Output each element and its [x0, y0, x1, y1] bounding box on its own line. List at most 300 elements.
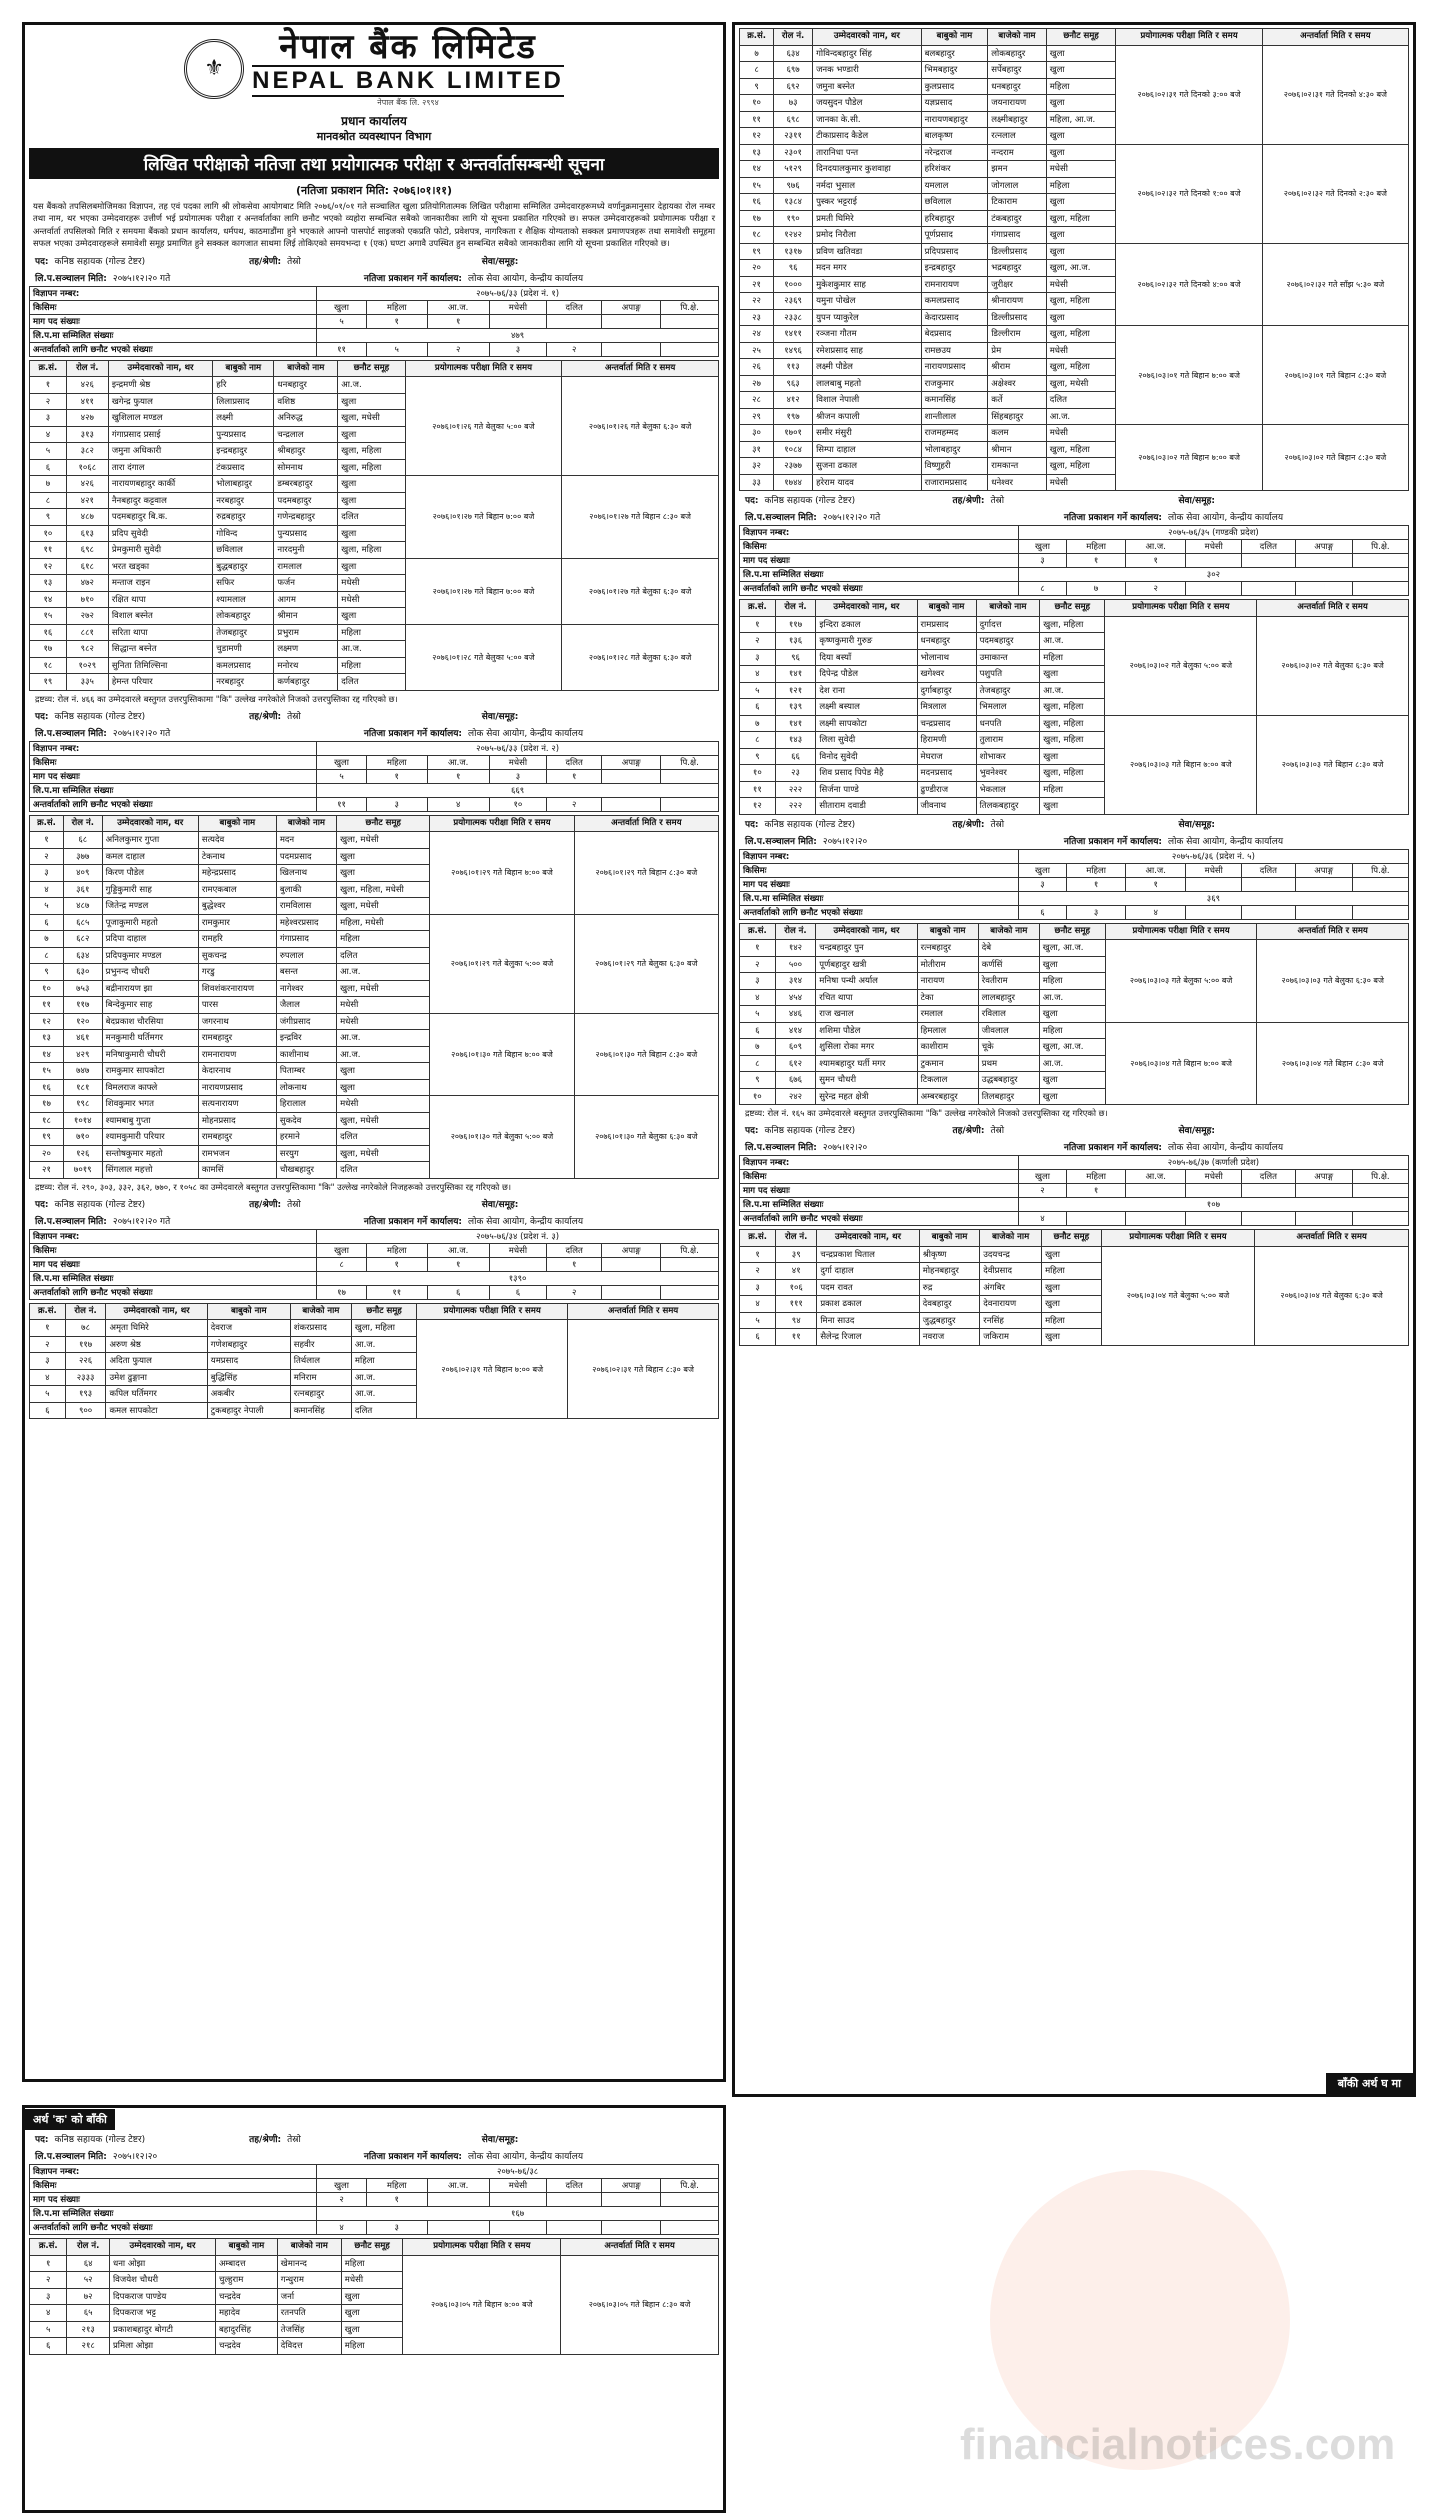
serial-cell: १२: [30, 1013, 64, 1030]
grandfather-cell: रामलाल: [274, 558, 338, 575]
grandfather-cell: देवीप्रसाद: [980, 1263, 1042, 1280]
table-row: [740, 45, 1409, 62]
candidate-table: [739, 1229, 1409, 1346]
father-cell: गरडु: [198, 964, 276, 981]
group-cell: आ.ज.: [1046, 408, 1116, 425]
selected-cell: २: [547, 1285, 602, 1299]
selected-row: [30, 1285, 719, 1299]
name-cell: समीर मंसुरी: [813, 425, 922, 442]
column-header: क्र.सं.: [740, 600, 776, 617]
roll-cell: ४२६: [66, 476, 108, 493]
group-cell: खुला, मधेसी: [337, 1145, 430, 1162]
roll-cell: ८८१: [66, 624, 108, 641]
serial-cell: ५: [30, 2321, 67, 2338]
name-cell: चन्द्रबहादुर पुन: [816, 940, 917, 957]
serial-cell: १९: [30, 674, 67, 691]
group-cell: आ.ज.: [338, 641, 405, 658]
group-cell: महिला: [1042, 1263, 1102, 1280]
roll-cell: ९८२: [66, 641, 108, 658]
grandfather-cell: कलम: [988, 425, 1046, 442]
appeared-row: [740, 891, 1409, 905]
name-cell: पूर्णबहादुर खत्री: [816, 956, 917, 973]
name-cell: धना ओझा: [109, 2255, 215, 2272]
grandfather-cell: देबे: [978, 940, 1039, 957]
group-cell: खुला: [1046, 243, 1116, 260]
serial-cell: ५: [30, 1386, 66, 1403]
father-cell: चुडामणी: [213, 641, 274, 658]
table-row: [30, 558, 719, 575]
father-cell: भोलाबहादुर: [921, 441, 988, 458]
adv-label: विज्ञापन नम्बर:: [740, 849, 1019, 863]
name-cell: सुनिता तिमिल्सिना: [108, 657, 212, 674]
father-cell: गोविन्द: [213, 525, 274, 542]
serial-cell: २: [30, 393, 67, 410]
name-cell: अमृता घिमिरे: [106, 1320, 207, 1337]
column-header: क्र.सं.: [740, 29, 774, 46]
roll-cell: १२४२: [774, 227, 813, 244]
grandfather-cell: नन्दराम: [988, 144, 1046, 161]
group-cell: खुला: [1039, 956, 1105, 973]
serial-cell: ७: [740, 715, 776, 732]
grandfather-cell: तिर्थलाल: [290, 1353, 351, 1370]
interview-schedule: २०७६।०२।३१ गते दिनको ४:३० बजे: [1262, 45, 1408, 144]
group-cell: खुला, महिला: [1040, 616, 1105, 633]
name-cell: सिद्धान्त बस्नेत: [108, 641, 212, 658]
quota-col-header: मधेसी: [1186, 540, 1242, 554]
exam-date-line: [739, 832, 1409, 849]
grandfather-cell: जयनारायण: [988, 95, 1046, 112]
father-cell: धनबहादुर: [917, 633, 976, 650]
group-cell: खुला: [1039, 1072, 1105, 1089]
grandfather-cell: पशुपति: [976, 666, 1040, 683]
exam-date-value: २०७५।१२।२० गते: [822, 513, 881, 523]
name-cell: नैनबहादुर कट्टवाल: [108, 492, 212, 509]
roll-cell: ३७७: [63, 848, 102, 865]
selected-cell: [602, 2221, 661, 2235]
quota-col-header: अपाङ्ग: [602, 2179, 661, 2193]
demand-cell: [661, 2193, 719, 2207]
father-cell: राजारामप्रसाद: [921, 474, 988, 491]
grandfather-cell: सोमनाथ: [274, 459, 338, 476]
quota-col-header: आ.ज.: [1126, 540, 1186, 554]
appeared-value: ३०२: [1018, 568, 1408, 582]
father-cell: लक्ष्मी: [213, 410, 274, 427]
selected-cell: ३: [1067, 905, 1126, 919]
grandfather-cell: कर्णसिं: [978, 956, 1039, 973]
roll-cell: ६९८: [66, 542, 108, 559]
candidate-header-row: [740, 923, 1409, 940]
roll-cell: ४१४: [775, 1022, 816, 1039]
publication-date: (नतिजा प्रकाशन मिति: २०७६।०१।११): [296, 184, 452, 197]
roll-cell: २३११: [774, 128, 813, 145]
column-header: रोल नं.: [775, 923, 816, 940]
interview-schedule: २०७६।०३।०३ गते बेलुका ६:३० बजे: [1257, 940, 1409, 1023]
selected-cell: [1352, 905, 1408, 919]
selected-cell: ५: [366, 342, 427, 356]
level-label: तह/श्रेणी:: [952, 819, 985, 830]
grandfather-cell: गंगाप्रसाद: [276, 931, 336, 948]
roll-cell: ९००: [65, 1402, 106, 1419]
grandfather-cell: खेमानन्द: [277, 2255, 341, 2272]
roll-cell: ४८७: [66, 509, 108, 526]
group-cell: महिला: [337, 931, 430, 948]
group-cell: महिला: [1039, 1022, 1105, 1039]
service-label: सेवा/समूह:: [1178, 1126, 1216, 1136]
roll-cell: ६७६: [775, 1072, 816, 1089]
name-cell: मदन मगर: [813, 260, 922, 277]
demand-cell: [427, 2193, 489, 2207]
name-cell: चन्द्रप्रकाश घिताल: [817, 1246, 919, 1263]
group-cell: खुला, मधेसी: [338, 410, 405, 427]
selected-label: अन्तर्वार्ताको लागि छनौट भएको संख्याः: [740, 582, 1019, 596]
selected-cell: ८: [1018, 582, 1066, 596]
interview-schedule: २०७६।०१।२९ गते बेलुका ६:३० बजे: [574, 914, 718, 1013]
grandfather-cell: प्रभुराम: [274, 624, 338, 641]
quota-col-header: पि.क्षे.: [661, 300, 719, 314]
group-cell: खुला: [338, 393, 405, 410]
grandfather-cell: धनपति: [976, 715, 1040, 732]
selected-cell: ४: [317, 2221, 367, 2235]
father-cell: बुद्धिसिंह: [207, 1369, 290, 1386]
roll-cell: ६१२: [775, 1055, 816, 1072]
group-cell: खुला: [1042, 1329, 1102, 1346]
table-row: [740, 326, 1409, 343]
serial-cell: ८: [30, 492, 67, 509]
selected-label: अन्तर्वार्ताको लागि छनौट भएको संख्याः: [30, 342, 317, 356]
quota-col-header: खुला: [317, 2179, 367, 2193]
grandfather-cell: सरयुग: [276, 1145, 336, 1162]
post-label: पद:: [35, 711, 49, 722]
serial-cell: १: [30, 2255, 67, 2272]
quota-col-header: आ.ज.: [427, 755, 489, 769]
name-cell: सुमन चौधरी: [816, 1072, 917, 1089]
grandfather-cell: पुन्यप्रसाद: [274, 525, 338, 542]
bottom-continuation: [22, 2105, 726, 2513]
column-header: बाजेको नाम: [978, 923, 1039, 940]
quota-col-header: पि.क्षे.: [1352, 863, 1408, 877]
demand-cell: ८: [317, 1257, 367, 1271]
serial-cell: ३२: [740, 458, 774, 475]
demand-label: माग पद संख्याः: [30, 1257, 317, 1271]
name-cell: गुड्डिकुमारी साह: [102, 881, 198, 898]
demand-cell: [1186, 1184, 1242, 1198]
roll-cell: ७०१९: [63, 1162, 102, 1179]
group-cell: खुला, महिला: [1046, 210, 1116, 227]
serial-cell: १०: [30, 525, 67, 542]
exam-date-line: [29, 269, 719, 286]
grandfather-cell: चन्द्रलाल: [274, 426, 338, 443]
name-cell: सन्तोषकुमार महतो: [102, 1145, 198, 1162]
serial-cell: ११: [740, 111, 774, 128]
table-row: [30, 914, 719, 931]
demand-cell: १: [427, 1257, 489, 1271]
father-cell: टुकमान: [917, 1055, 978, 1072]
serial-cell: ५: [30, 443, 67, 460]
quota-col-header: दलित: [547, 755, 602, 769]
quota-col-header: आ.ज.: [1126, 1170, 1186, 1184]
serial-cell: १२: [740, 128, 774, 145]
serial-cell: ८: [740, 1055, 776, 1072]
selected-cell: [661, 797, 719, 811]
demand-cell: [602, 769, 661, 783]
roll-cell: १९८: [63, 1096, 102, 1113]
appeared-label: लि.प.मा सम्मिलित संख्याः: [30, 328, 317, 342]
grandfather-cell: जकिराम: [980, 1329, 1042, 1346]
selected-cell: [1186, 1212, 1242, 1226]
name-cell: खुशिलाल मण्डल: [108, 410, 212, 427]
roll-cell: ६८५: [63, 914, 102, 931]
father-cell: रामबहादुर: [198, 1030, 276, 1047]
group-cell: खुला: [1042, 1279, 1102, 1296]
quota-table: [739, 1155, 1409, 1226]
demand-cell: २: [1018, 1184, 1066, 1198]
grandfather-cell: वशिष्ठ: [274, 393, 338, 410]
roll-cell: ३३५: [66, 674, 108, 691]
name-cell: रञ्जना गौतम: [813, 326, 922, 343]
father-cell: नरबहादुर: [213, 492, 274, 509]
group-cell: खुला, आ.ज.: [1039, 940, 1105, 957]
grandfather-cell: अंगबिर: [980, 1279, 1042, 1296]
appeared-row: [30, 783, 719, 797]
post-value: कनिष्ठ सहायक (गोल्ड टेष्टर): [54, 1199, 146, 1210]
father-cell: चन्द्रप्रसाद: [917, 715, 976, 732]
group-cell: खुला: [1040, 798, 1105, 815]
demand-cell: [602, 314, 661, 328]
practical-schedule: २०७६।०२।३२ गते दिनको १:०० बजे: [1116, 144, 1262, 243]
group-cell: खुला, महिला, मधेसी: [337, 881, 430, 898]
quota-col-header: खुला: [317, 755, 367, 769]
father-cell: ढुण्डीराज: [917, 781, 976, 798]
demand-cell: [1242, 1184, 1296, 1198]
result-office-value: लोक सेवा आयोग, केन्द्रीय कार्यालय: [1168, 513, 1284, 523]
father-cell: जुद्धबहादुर: [919, 1312, 979, 1329]
grandfather-cell: लोकबहादुर: [988, 45, 1046, 62]
father-cell: छविलाल: [213, 542, 274, 559]
adv-label: विज्ञापन नम्बर:: [30, 286, 317, 300]
grandfather-cell: रामविलास: [276, 898, 336, 915]
group-cell: दलित: [338, 674, 405, 691]
grandfather-cell: रुपलाल: [276, 947, 336, 964]
table-row: [740, 1246, 1409, 1263]
left-column: [22, 22, 726, 2082]
group-cell: खुला: [1046, 128, 1116, 145]
column-header: छनौट समूह: [337, 815, 430, 832]
father-cell: नरबहादुर: [213, 674, 274, 691]
group-cell: खुला, महिला: [1040, 732, 1105, 749]
result-section-6: [735, 1121, 1413, 1346]
practical-schedule: २०७६।०१।२६ गते बेलुका ५:०० बजे: [405, 377, 562, 476]
appeared-label: लि.प.मा सम्मिलित संख्याः: [30, 1271, 317, 1285]
serial-cell: ६: [30, 1402, 66, 1419]
roll-cell: ४११: [66, 393, 108, 410]
group-cell: खुला: [338, 426, 405, 443]
column-header: छनौट समूह: [1042, 1230, 1102, 1247]
group-cell: महिला: [351, 1353, 416, 1370]
roll-cell: २३३३: [65, 1369, 106, 1386]
practical-schedule: २०७६।०१।२९ गते बेलुका ५:०० बजे: [430, 914, 574, 1013]
father-cell: रुद्रबहादुर: [213, 509, 274, 526]
quota-col-header: महिला: [1067, 863, 1126, 877]
group-cell: खुला, महिला: [1046, 441, 1116, 458]
father-cell: सत्यदेव: [198, 832, 276, 849]
name-cell: जितेन्द्र मण्डल: [102, 898, 198, 915]
father-cell: चन्द्रदेव: [215, 2338, 277, 2355]
selected-label: अन्तर्वार्ताको लागि छनौट भएको संख्याः: [740, 905, 1019, 919]
exam-date-line: [29, 724, 719, 741]
name-cell: विजयेश चौधरी: [109, 2272, 215, 2289]
father-cell: रामबहादुर: [198, 1129, 276, 1146]
grandfather-cell: पदमप्रसाद: [276, 848, 336, 865]
father-cell: भोलानाथ: [917, 649, 976, 666]
practical-schedule: २०७६।०१।३० गते बिहान ७:०० बजे: [430, 1013, 574, 1096]
continued-tag: बाँकी अर्थ घ मा: [1326, 2073, 1413, 2094]
roll-cell: २३७७: [774, 458, 813, 475]
roll-cell: ४२९: [63, 1046, 102, 1063]
demand-cell: १: [547, 1257, 602, 1271]
father-cell: कामसिं: [198, 1162, 276, 1179]
serial-cell: १३: [30, 575, 67, 592]
group-cell: मधेसी: [337, 1096, 430, 1113]
father-cell: अम्बरबहादुर: [917, 1088, 978, 1105]
group-cell: खुला: [1046, 62, 1116, 79]
roll-cell: ६९७: [774, 62, 813, 79]
post-value: कनिष्ठ सहायक (गोल्ड टेष्टर): [54, 256, 146, 267]
group-cell: खुला: [338, 558, 405, 575]
selected-cell: [1352, 1212, 1408, 1226]
name-cell: गंगाप्रसाद प्रसाई: [108, 426, 212, 443]
exam-date-label: लि.प.सञ्चालन मिति:: [35, 2152, 107, 2162]
roll-cell: ९४: [776, 1312, 817, 1329]
level-value: तेस्रो: [287, 256, 301, 267]
serial-cell: १: [740, 940, 776, 957]
name-cell: बेदप्रकाश चौरसिया: [102, 1013, 198, 1030]
practical-schedule: २०७६।०२।३२ गते दिनको ४:०० बजे: [1116, 243, 1262, 326]
group-cell: खुला, महिला: [1046, 458, 1116, 475]
demand-cell: १: [366, 2193, 427, 2207]
grandfather-cell: रनसिंह: [980, 1312, 1042, 1329]
serial-cell: ३: [740, 973, 776, 990]
interview-schedule: २०७६।०१।२७ गते बेलुका ६:३० बजे: [562, 558, 719, 624]
interview-schedule: २०७६।०३।०१ गते बिहान ८:३० बजे: [1262, 326, 1408, 425]
father-cell: रामनारायण: [921, 276, 988, 293]
name-cell: युपन प्याकुरेल: [813, 309, 922, 326]
quota-col-header: पि.क्षे.: [1352, 540, 1408, 554]
quota-col-header: आ.ज.: [1126, 863, 1186, 877]
exam-date-value: २०७५।१२।२० गते: [112, 728, 171, 739]
interview-schedule: २०७६।०३।०४ गते बेलुका ६:३० बजे: [1255, 1246, 1409, 1345]
demand-cell: ३: [489, 769, 546, 783]
roll-cell: ६३४: [63, 947, 102, 964]
grandfather-cell: जुरीक्षर: [988, 276, 1046, 293]
selected-cell: ६: [489, 1285, 546, 1299]
serial-cell: २: [30, 2272, 67, 2289]
selected-cell: [1295, 905, 1352, 919]
serial-cell: २: [740, 956, 776, 973]
name-cell: विशाल बस्नेत: [108, 608, 212, 625]
level-value: तेस्रो: [990, 1126, 1005, 1136]
demand-cell: [661, 1257, 719, 1271]
roll-cell: १२१: [775, 682, 816, 699]
column-header: क्र.सं.: [30, 1303, 66, 1320]
father-cell: टंकप्रसाद: [213, 459, 274, 476]
exam-date-value: २०७५।१२।२०: [112, 2152, 158, 2162]
quota-adv-row: [740, 849, 1409, 863]
father-cell: रामनारायण: [198, 1046, 276, 1063]
serial-cell: ९: [30, 964, 64, 981]
column-header: रोल नं.: [66, 360, 108, 377]
serial-cell: २१: [740, 276, 774, 293]
father-cell: केदारप्रसाद: [921, 309, 988, 326]
exam-date-label: लि.प.सञ्चालन मिति:: [745, 1143, 817, 1153]
post-label: पद:: [35, 1199, 49, 1210]
result-office-label: नतिजा प्रकाशन गर्ने कार्यालय:: [1063, 513, 1163, 523]
practical-schedule: २०७६।०३।०५ गते बिहान ७:०० बजे: [403, 2255, 561, 2354]
group-cell: आ.ज.: [337, 1046, 430, 1063]
selected-cell: [661, 2221, 719, 2235]
exam-date-label: लि.प.सञ्चालन मिति:: [35, 1216, 107, 1227]
serial-cell: ९: [740, 1072, 776, 1089]
grandfather-cell: टिकाराम: [988, 194, 1046, 211]
roll-cell: १९०: [774, 210, 813, 227]
column-header: बाजेको नाम: [274, 360, 338, 377]
level-value: तेस्रो: [287, 2135, 301, 2145]
column-header: उम्मेदवारको नाम, थर: [108, 360, 212, 377]
quota-header-row: [30, 1243, 719, 1257]
father-cell: नरेन्द्रराज: [921, 144, 988, 161]
group-cell: खुला, मधेसी: [337, 1112, 430, 1129]
interview-schedule: २०७६।०१।२७ गते बिहान ८:३० बजे: [562, 476, 719, 559]
demand-cell: [1242, 877, 1296, 891]
father-cell: बुद्धबहादुर: [213, 558, 274, 575]
father-cell: देवबहादुर: [919, 1296, 979, 1313]
post-label: पद:: [35, 256, 49, 267]
serial-cell: ९: [740, 748, 776, 765]
column-header: प्रयोगात्मक परीक्षा मिति र समय: [403, 2239, 561, 2256]
table-row: [30, 1096, 719, 1113]
serial-cell: १२: [740, 798, 776, 815]
serial-cell: १९: [30, 1129, 64, 1146]
name-cell: मनिषाकुमारी चौधरी: [102, 1046, 198, 1063]
father-cell: रमलाल: [917, 1006, 978, 1023]
grandfather-cell: तिलबहादुर: [978, 1088, 1039, 1105]
serial-cell: १८: [30, 657, 67, 674]
demand-cell: [661, 769, 719, 783]
adv-value: २०७५-७६/३६ (प्रदेश नं. ५): [1018, 849, 1408, 863]
grandfather-cell: दुर्गादत्त: [976, 616, 1040, 633]
demand-cell: [1295, 877, 1352, 891]
quota-col-header: खुला: [317, 300, 367, 314]
name-cell: जमुना अधिकारी: [108, 443, 212, 460]
column-header: क्र.सं.: [30, 360, 67, 377]
roll-cell: ७८: [65, 1320, 106, 1337]
exam-date-line: [29, 1212, 719, 1229]
father-cell: विष्णुहरी: [921, 458, 988, 475]
group-cell: खुला, महिला: [338, 542, 405, 559]
selected-cell: [489, 2221, 546, 2235]
column-header: बाबुको नाम: [215, 2239, 277, 2256]
serial-cell: ११: [30, 542, 67, 559]
father-cell: रामछउय: [921, 342, 988, 359]
roll-cell: ४७२: [66, 575, 108, 592]
roll-cell: ४८७: [63, 898, 102, 915]
name-cell: हरेराम यादव: [813, 474, 922, 491]
column-header: बाजेको नाम: [976, 600, 1040, 617]
grandfather-cell: जोगलाल: [988, 177, 1046, 194]
selected-cell: ४: [1126, 905, 1186, 919]
roll-cell: ६८२: [63, 931, 102, 948]
group-cell: मधेसी: [1046, 342, 1116, 359]
result-office-value: लोक सेवा आयोग, केन्द्रीय कार्यालय: [468, 1216, 584, 1227]
